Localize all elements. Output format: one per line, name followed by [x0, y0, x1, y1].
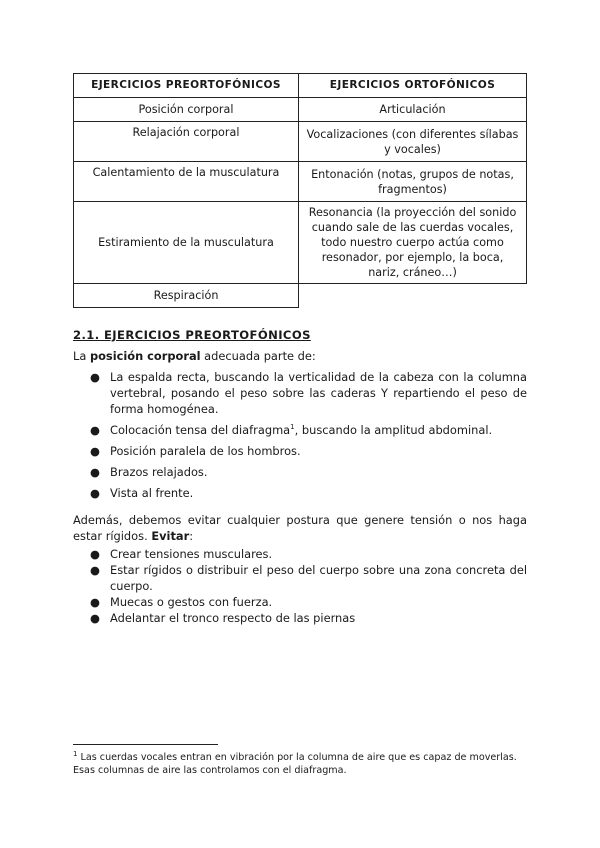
list-item: [73, 546, 527, 562]
list-item-text: Crear tensiones musculares.: [110, 547, 273, 561]
list-item-text: Posición paralela de los hombros.: [110, 444, 301, 458]
footnote-ref: 1: [290, 423, 295, 432]
table-cell: Respiración: [74, 284, 299, 308]
list-item-text: Colocación tensa del diafragma: [110, 423, 291, 437]
list-item: [73, 594, 527, 610]
table-row: [74, 202, 527, 284]
footnote-divider: [73, 744, 218, 745]
table-header-row: [74, 74, 527, 98]
avoid-colon: :: [189, 529, 194, 543]
bullet-icon: ●: [90, 486, 100, 500]
list-item-text: Brazos relajados.: [110, 465, 208, 479]
table-row: [74, 98, 527, 122]
bullet-icon: ●: [90, 547, 100, 561]
avoid-paragraph-text: Además, debemos evitar cualquier postura que genere tensión o nos haga estar rígidos.: [73, 513, 527, 543]
intro-paragraph: [73, 348, 527, 364]
bullet-icon: ●: [90, 423, 100, 437]
avoid-paragraph: [73, 512, 527, 544]
list-item-text: Estar rígidos o distribuir el peso del cuerpo sobre una zona concreta del cuerpo.: [110, 563, 527, 593]
intro-bold-term: posición corporal: [89, 349, 201, 363]
table-row: [74, 162, 527, 202]
avoid-label: Evitar: [151, 529, 190, 543]
bullet-icon: ●: [90, 563, 100, 577]
table-cell: Calentamiento de la musculatura: [74, 162, 299, 202]
bullet-icon: ●: [90, 611, 100, 625]
list-item-text: Muecas o gestos con fuerza.: [110, 595, 273, 609]
intro-text-end: adecuada parte de:: [200, 349, 316, 363]
footnote-text: Las cuerdas vocales entran en vibración por la columna de aire que es capaz de moverlas. Esas columnas de aire las controlamos con el diafragma.: [73, 752, 517, 776]
list-item: [73, 562, 527, 594]
list-item: [73, 443, 527, 459]
list-item: [73, 464, 527, 480]
bullet-icon: ●: [90, 370, 100, 384]
avoid-list: [73, 546, 527, 626]
table-header-ortofonicos: EJERCICIOS ORTOFÓNICOS: [299, 74, 527, 98]
table-header-preortofonicos: EJERCICIOS PREORTOFÓNICOS: [74, 74, 299, 98]
bullet-icon: ●: [90, 465, 100, 479]
exercises-table: [73, 73, 527, 308]
list-item-text-end: , buscando la amplitud abdominal.: [294, 423, 493, 437]
table-cell: Entonación (notas, grupos de notas, fragmentos): [299, 162, 527, 202]
table-row: [74, 122, 527, 162]
table-cell-empty: [299, 284, 527, 308]
bullet-icon: ●: [90, 444, 100, 458]
section-heading: 2.1. EJERCICIOS PREORTOFÓNICOS: [73, 328, 311, 342]
table-row: [74, 284, 527, 308]
table-cell: Articulación: [299, 98, 527, 122]
table-cell: Vocalizaciones (con diferentes sílabas y vocales): [299, 122, 527, 162]
table-cell: Posición corporal: [74, 98, 299, 122]
table-cell: Relajación corporal: [74, 122, 299, 162]
list-item: [73, 610, 527, 626]
table-cell: Estiramiento de la musculatura: [74, 202, 299, 284]
table-cell: Resonancia (la proyección del sonido cuando sale de las cuerdas vocales, todo nuestro cuerpo actúa como resonador, por ejemplo, la boca, nariz, cráneo…): [299, 202, 527, 284]
list-item-text: Vista al frente.: [110, 486, 194, 500]
intro-text: La: [73, 349, 90, 363]
footnote-mark: 1: [73, 749, 78, 758]
list-item: [73, 422, 527, 438]
bullet-icon: ●: [90, 595, 100, 609]
list-item-text: Adelantar el tronco respecto de las piernas: [110, 611, 356, 625]
list-item-text: La espalda recta, buscando la verticalidad de la cabeza con la columna vertebral, posando el peso sobre las caderas Y repartiendo el peso de forma homogénea.: [110, 370, 527, 416]
posture-list: [73, 369, 527, 506]
footnote: [73, 751, 527, 777]
list-item: [73, 485, 527, 501]
list-item: [73, 369, 527, 417]
